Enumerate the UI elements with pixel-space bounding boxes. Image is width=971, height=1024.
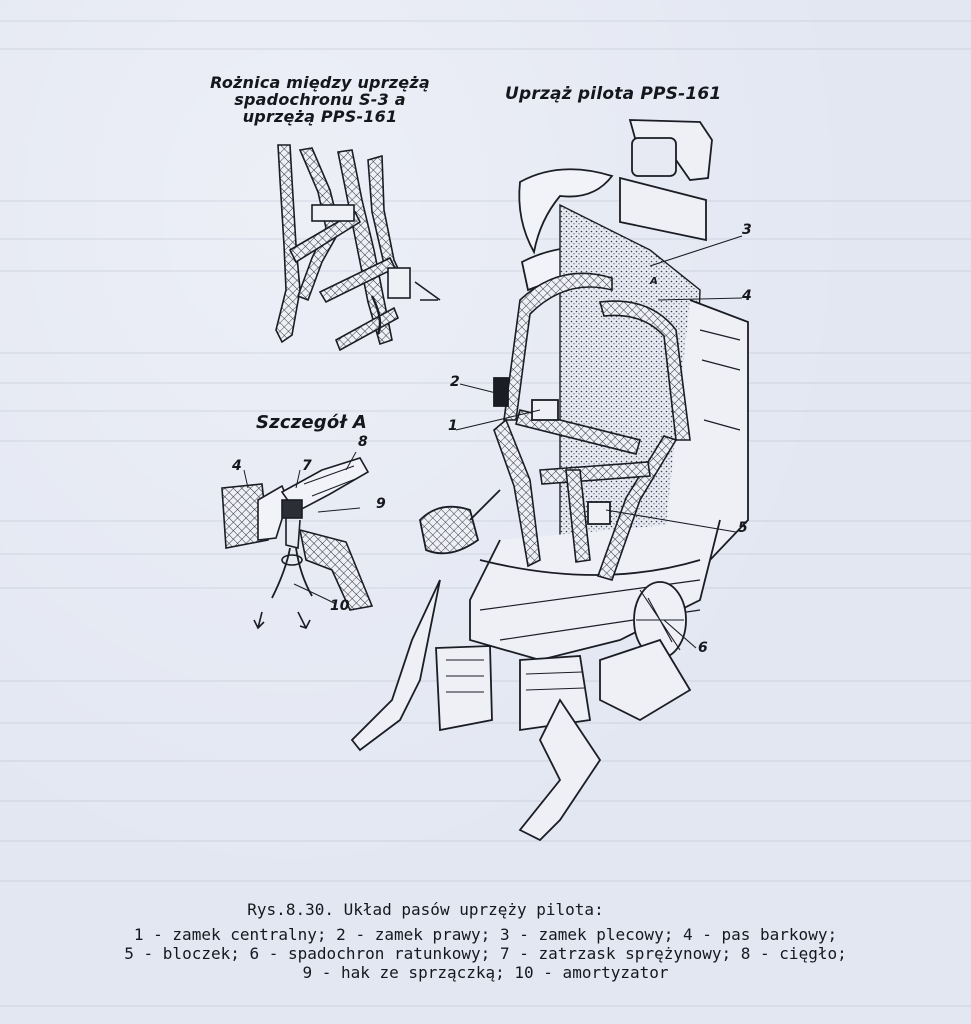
harness-difference-label: Rożnica między uprzężą spadochronu S-3 a uprzężą PPS-161 — [210, 73, 430, 126]
callout-a: A — [650, 276, 658, 287]
figure-caption-title: Rys.8.30. Układ pasów uprzęży pilota: — [247, 900, 604, 919]
callout-3: 3 — [742, 222, 752, 238]
figure-caption-line-2: 5 - bloczek; 6 - spadochron ratunkowy; 7 - zatrzask sprężynowy; 8 - cięgło; — [124, 944, 847, 963]
pilot-harness-label: Uprząż pilota PPS-161 — [505, 84, 722, 104]
figure-caption-line-1: 1 - zamek centralny; 2 - zamek prawy; 3 - zamek plecowy; 4 - pas barkowy; — [133, 925, 838, 944]
callout-10: 10 — [330, 598, 350, 614]
callout-4: 4 — [742, 288, 752, 304]
detail-a-sketch — [222, 452, 372, 628]
callout-5: 5 — [738, 520, 748, 536]
callout-2: 2 — [450, 374, 460, 390]
callout-9: 9 — [376, 496, 386, 512]
callout-8: 8 — [358, 434, 368, 450]
s3-harness-sketch — [276, 145, 440, 350]
ejection-seat-sketch — [352, 120, 748, 840]
callout-7: 7 — [302, 458, 312, 474]
callout-6: 6 — [698, 640, 708, 656]
callout-4-detail: 4 — [232, 458, 242, 474]
figure-caption-line-3: 9 - hak ze sprzączką; 10 - amortyzator — [302, 963, 669, 982]
callout-1: 1 — [448, 418, 458, 434]
detail-a-label: Szczegół A — [256, 412, 367, 433]
